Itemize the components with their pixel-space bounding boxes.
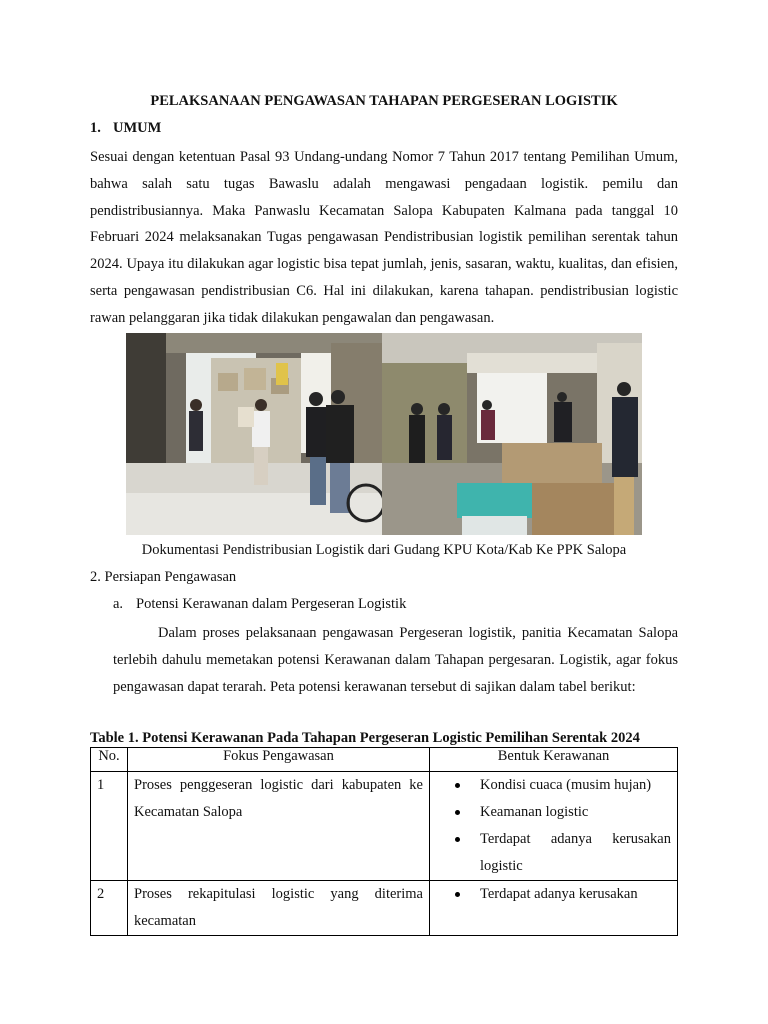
section-1-title: UMUM (113, 120, 162, 136)
section-1-heading (90, 120, 161, 137)
header-no: No. (91, 748, 128, 772)
photo-caption: Dokumentasi Pendistribusian Logistik dari Gudang KPU Kota/Kab Ke PPK Salopa (141, 542, 627, 558)
list-item: Terdapat adanya kerusakan logistic (436, 826, 671, 880)
row-number: 2 (91, 881, 128, 936)
row-kerawanan (430, 881, 678, 936)
subsection-a-title: Potensi Kerawanan dalam Pergeseran Logistik (136, 596, 407, 612)
subsection-a-number: a. (113, 596, 124, 612)
list-item: Keamanan logistic (436, 799, 671, 826)
table-row (91, 772, 678, 881)
row-number: 1 (91, 772, 128, 881)
header-fokus: Fokus Pengawasan (128, 748, 430, 772)
photo-logistics-warehouse (382, 333, 642, 535)
subsection-a-paragraph: Dalam proses pelaksanaan pengawasan Pergeseran logistik, panitia Kecamatan Salopa terlebih dahulu memetakan potensi Kerawanan dalam Tahapan pergesaran. Logistik, agar fokus pengawasan dapat terarah. Peta potensi kerawanan tersebut di sajikan dalam tabel berikut: (113, 625, 678, 695)
row-kerawanan (430, 772, 678, 881)
section-1-paragraph: Sesuai dengan ketentuan Pasal 93 Undang-undang Nomor 7 Tahun 2017 tentang Pemilihan Umum, bahwa salah satu tugas Bawaslu adalah mengawasi pengadaan logistik. pemilu dan pendistribusiannya. Maka Panwaslu Kecamatan Salopa Kabupaten Kalmana pada tanggal 10 Februari 2024 melaksanakan Tugas pengawasan Pendistribusian logistik pemilihan serentak tahun 2024. Upaya itu dilakukan agar logistic bisa tepat jumlah, jenis, sasaran, waktu, kualitas, dan efisien, serta pengawasan pendistribusian C6. Hal ini dilakukan, karena tahapan. pendistribusian logistic rawan pelanggaran jika tidak dilakukan pengawalan dan pengawasan. (90, 149, 678, 326)
kerawanan-table (90, 747, 678, 936)
table-row (91, 881, 678, 936)
kerawanan-list (436, 772, 671, 880)
section-2-heading: 2. Persiapan Pengawasan (90, 569, 237, 585)
list-item: Kondisi cuaca (musim hujan) (436, 772, 671, 799)
document-title: PELAKSANAAN PENGAWASAN TAHAPAN PERGESERAN LOGISTIK (150, 93, 618, 109)
photo-truck-unloading (126, 333, 382, 535)
subsection-a-heading (113, 596, 406, 613)
row-fokus: Proses penggeseran logistic dari kabupaten ke Kecamatan Salopa (128, 772, 430, 881)
row-fokus: Proses rekapitulasi logistic yang diterima kecamatan (128, 881, 430, 936)
documentation-photos (126, 333, 642, 535)
list-item: Terdapat adanya kerusakan (436, 881, 671, 908)
header-kerawanan: Bentuk Kerawanan (430, 748, 678, 772)
kerawanan-list (436, 881, 671, 908)
table-header-row (91, 748, 678, 772)
table-caption: Table 1. Potensi Kerawanan Pada Tahapan Pergeseran Logistic Pemilihan Serentak 2024 (90, 730, 640, 746)
section-1-number: 1. (90, 120, 101, 136)
